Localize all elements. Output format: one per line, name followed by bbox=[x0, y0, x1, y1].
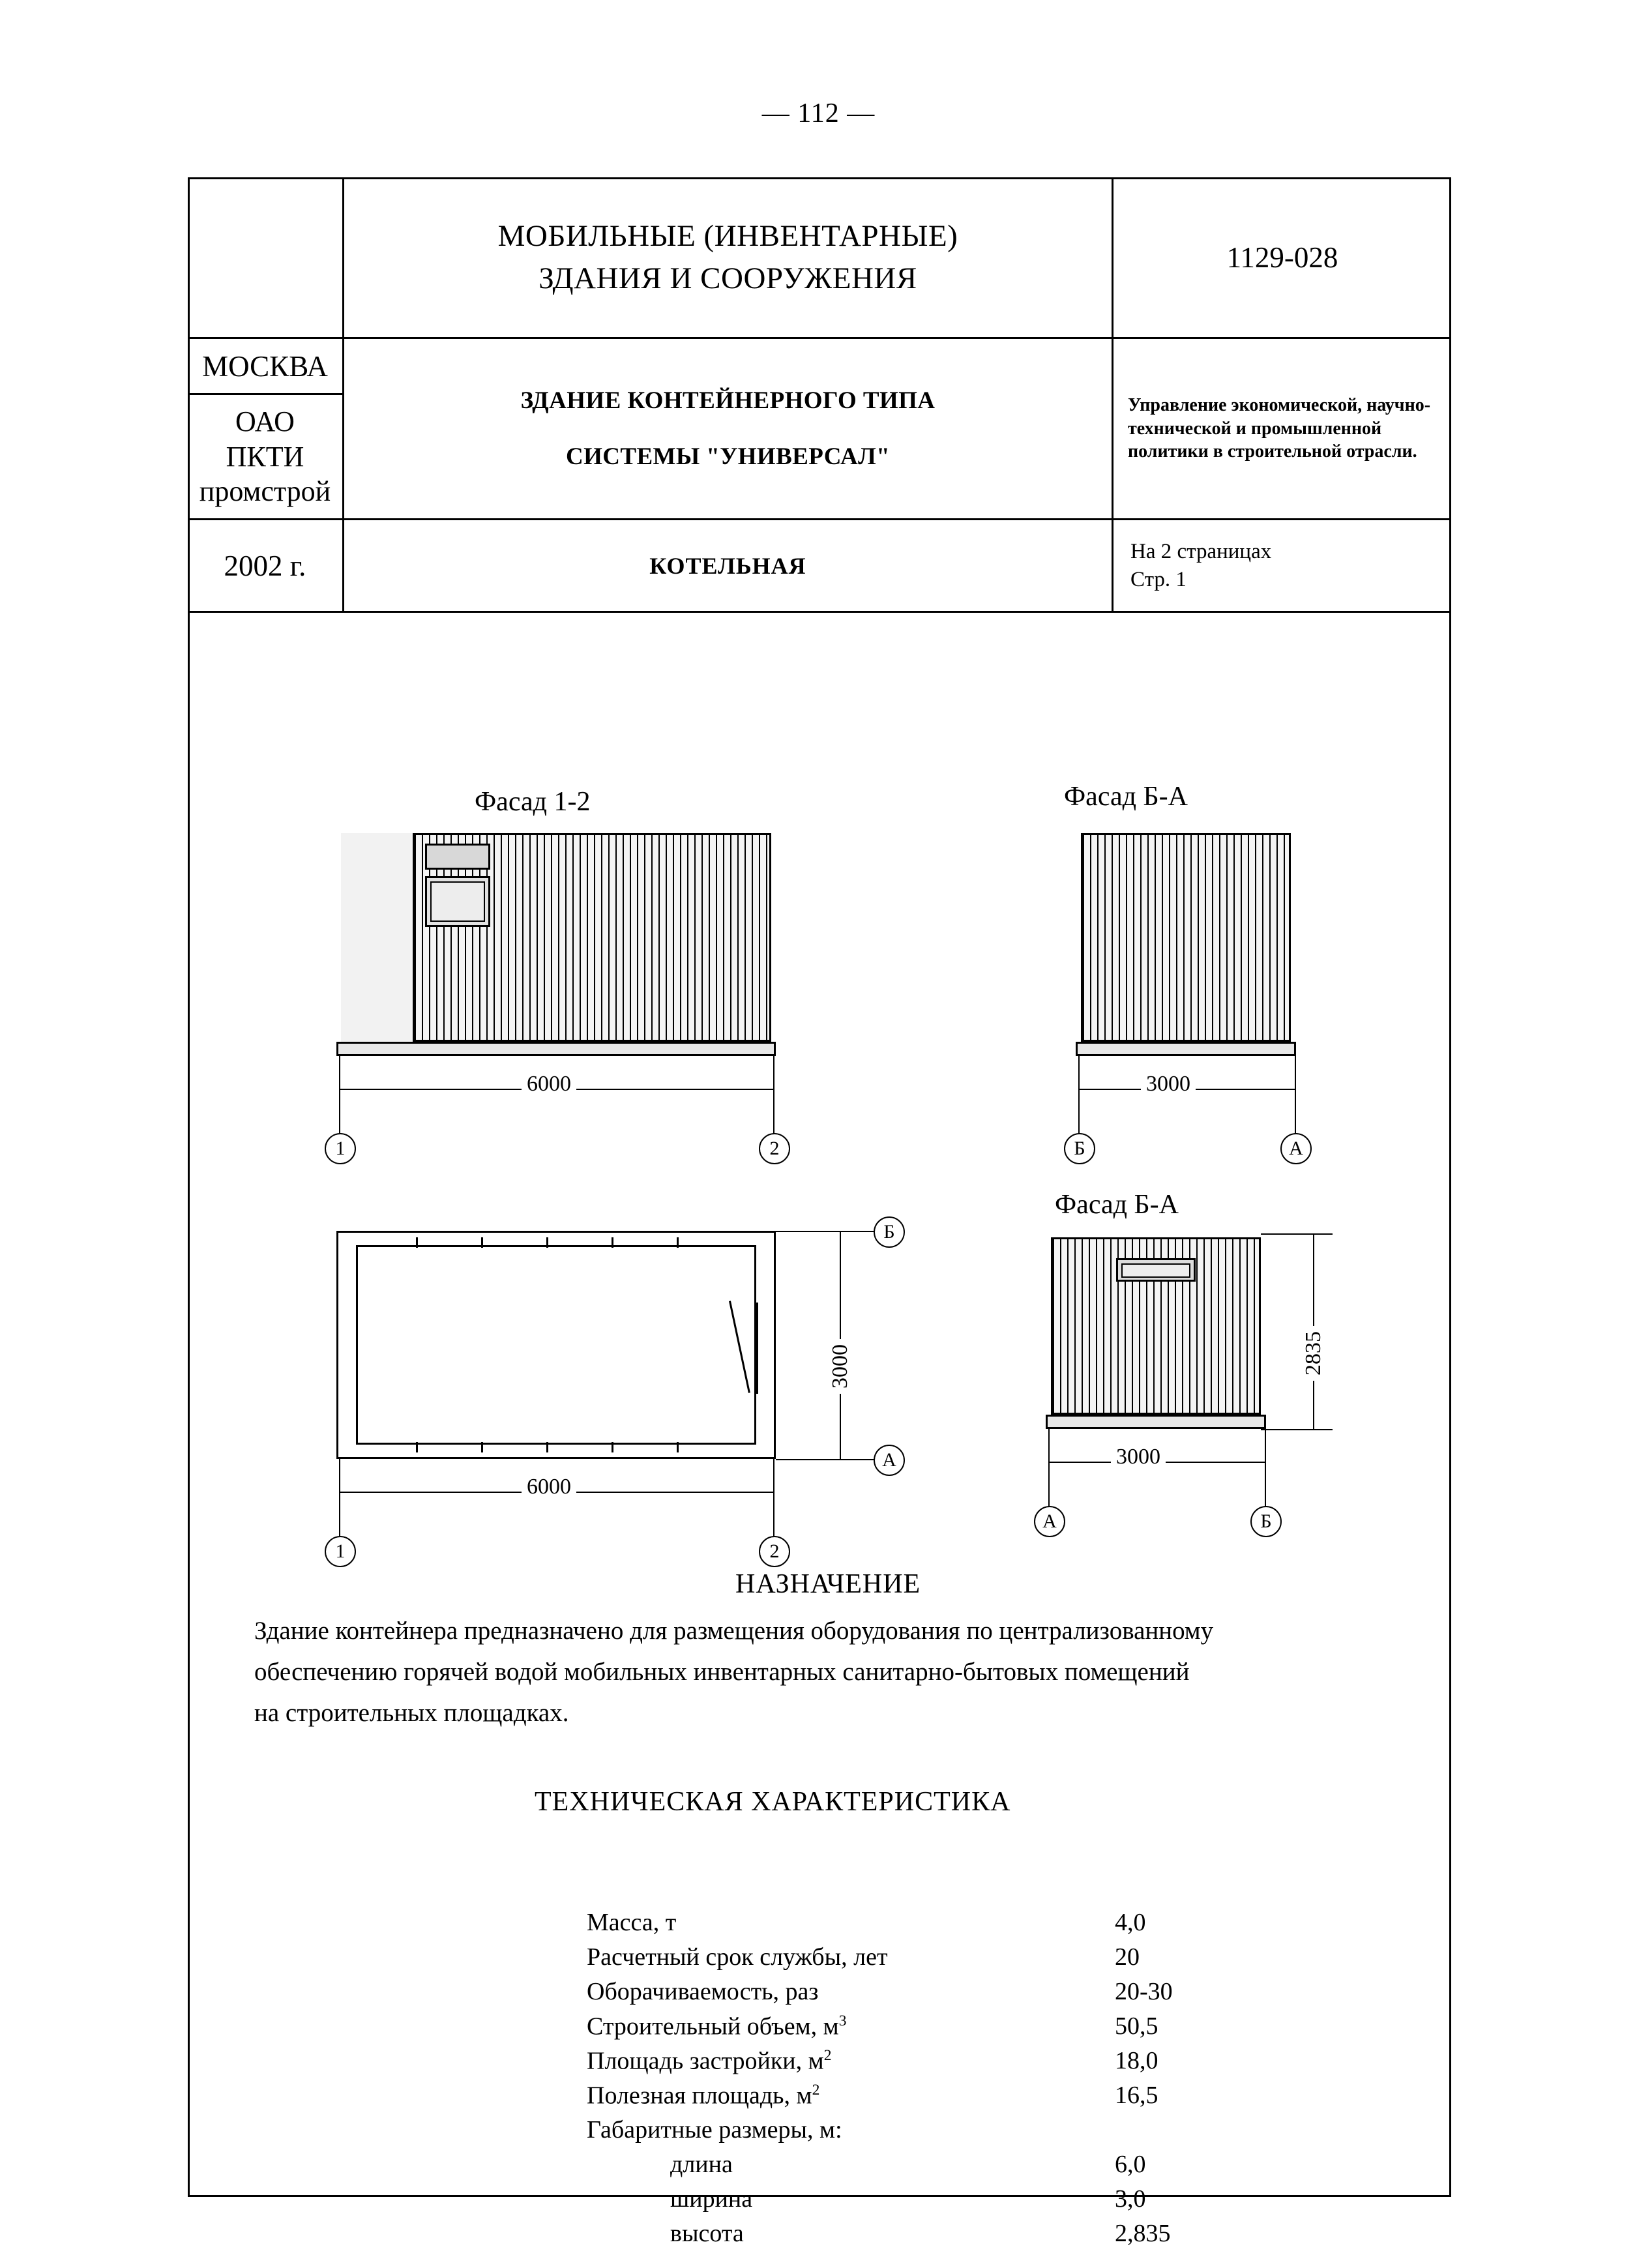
pages-line-1: На 2 страницах bbox=[1130, 539, 1272, 563]
title-block-main-title bbox=[344, 177, 1113, 339]
plan-panel-tick bbox=[416, 1237, 418, 1248]
facade-ba-bottom-dim-width-text: 3000 bbox=[1111, 1445, 1166, 1469]
facade-1-2-dim-text: 6000 bbox=[522, 1072, 576, 1097]
spec-value: 16,5 bbox=[1115, 2082, 1158, 2109]
spec-label bbox=[587, 2048, 831, 2074]
facade-ba-top-axis-left: Б bbox=[1064, 1133, 1095, 1164]
facade-ba-bottom-axis-left: А bbox=[1034, 1506, 1065, 1537]
spec-value: 4,0 bbox=[1115, 1909, 1146, 1936]
spec-value: 20-30 bbox=[1115, 1978, 1173, 2005]
spec-label: Габаритные размеры, м: bbox=[587, 2116, 842, 2143]
title-block-department: Управление экономической, научно-технической и промышленной политики в строительной отрасли. bbox=[1113, 339, 1451, 520]
plan-ext-line-left bbox=[339, 1459, 340, 1537]
facade-ba-bottom-door-inner bbox=[1121, 1263, 1190, 1278]
specs-heading: ТЕХНИЧЕСКАЯ ХАРАКТЕРИСТИКА bbox=[535, 1787, 1011, 1817]
spec-label: высота bbox=[670, 2220, 744, 2247]
spec-label-superscript: 2 bbox=[812, 2082, 820, 2099]
purpose-text bbox=[254, 1610, 1434, 1734]
plan-inner-wall bbox=[356, 1245, 756, 1445]
facade-1-2-end-panel bbox=[341, 833, 415, 1042]
drawing-area bbox=[188, 716, 1451, 1563]
plan-dim-depth-text: 3000 bbox=[828, 1339, 853, 1394]
spec-value: 6,0 bbox=[1115, 2151, 1146, 2178]
spec-label-text: Строительный объем, м bbox=[587, 2012, 839, 2040]
plan-panel-tick bbox=[481, 1237, 483, 1248]
plan-panel-tick bbox=[481, 1442, 483, 1452]
subject-line-2: СИСТЕМЫ "УНИВЕРСАЛ" bbox=[565, 443, 891, 470]
plan-panel-tick bbox=[612, 1442, 613, 1452]
facade-ba-bottom-dim-height-text: 2835 bbox=[1301, 1326, 1326, 1381]
facade-1-2-axis-right: 2 bbox=[759, 1133, 790, 1164]
purpose-heading: НАЗНАЧЕНИЕ bbox=[735, 1569, 921, 1599]
facade-ba-top-ext-left bbox=[1078, 1056, 1080, 1134]
facade-1-2-louvre bbox=[425, 844, 490, 870]
spec-label: Оборачиваемость, раз bbox=[587, 1978, 819, 2005]
facade-1-2-plinth bbox=[336, 1042, 776, 1056]
facade-1-2-ext-line-left bbox=[339, 1056, 340, 1134]
plan-ext-line-right bbox=[773, 1459, 774, 1537]
spec-label bbox=[587, 2083, 819, 2108]
facade-ba-top-ext-right bbox=[1295, 1056, 1296, 1134]
spec-label: Расчетный срок службы, лет bbox=[587, 1943, 888, 1971]
plan-panel-tick bbox=[546, 1237, 548, 1248]
purpose-line-2: обеспечению горячей водой мобильных инвентарных санитарно-бытовых помещений bbox=[254, 1658, 1190, 1686]
title-block-code: 1129-028 bbox=[1113, 177, 1451, 339]
facade-ba-bottom-ext-bottom bbox=[1261, 1429, 1333, 1430]
plan-axis-bottom: А bbox=[874, 1445, 905, 1476]
title-block-kind: КОТЕЛЬНАЯ bbox=[344, 520, 1113, 613]
title-block-pages bbox=[1113, 520, 1451, 613]
spec-value: 18,0 bbox=[1115, 2047, 1158, 2074]
spec-value: 50,5 bbox=[1115, 2012, 1158, 2040]
title-block-year: 2002 г. bbox=[188, 520, 344, 613]
plan-panel-tick bbox=[677, 1442, 679, 1452]
plan-dim-ext-bottom bbox=[776, 1459, 874, 1460]
facade-ba-top-body bbox=[1081, 833, 1291, 1042]
facade-ba-top-dim-text: 3000 bbox=[1141, 1072, 1196, 1097]
pages-line-2: Стр. 1 bbox=[1130, 567, 1187, 591]
facade-1-2-axis-left: 1 bbox=[325, 1133, 356, 1164]
facade-ba-top-axis-right: А bbox=[1280, 1133, 1312, 1164]
facade-ba-top-caption: Фасад Б-А bbox=[1064, 782, 1188, 812]
plan-door-leaf bbox=[756, 1303, 758, 1394]
page-number: — 112 — bbox=[761, 98, 876, 128]
subject-line-1: ЗДАНИЕ КОНТЕЙНЕРНОГО ТИПА bbox=[520, 387, 936, 415]
spec-label-superscript: 3 bbox=[838, 2012, 847, 2029]
plan-axis-left: 1 bbox=[325, 1536, 356, 1567]
spec-label: ширина bbox=[670, 2185, 753, 2213]
spec-value: 20 bbox=[1115, 1943, 1140, 1971]
facade-ba-bottom-ext-top bbox=[1261, 1233, 1333, 1235]
facade-ba-bottom-ext-right bbox=[1265, 1429, 1266, 1507]
organization-line-3: промстрой bbox=[199, 475, 331, 508]
spec-value: 3,0 bbox=[1115, 2185, 1146, 2213]
title-block-organization bbox=[188, 395, 344, 520]
facade-1-2-window-inner bbox=[430, 881, 485, 922]
facade-1-2-caption: Фасад 1-2 bbox=[475, 787, 591, 817]
spec-label-superscript: 2 bbox=[823, 2047, 832, 2064]
title-block bbox=[188, 177, 1451, 716]
purpose-line-1: Здание контейнера предназначено для размещения оборудования по централизованному bbox=[254, 1617, 1214, 1645]
spec-label-text: Полезная площадь, м bbox=[587, 2082, 812, 2110]
facade-1-2-ext-line-right bbox=[773, 1056, 774, 1134]
plan-panel-tick bbox=[677, 1237, 679, 1248]
spec-label: длина bbox=[670, 2151, 733, 2178]
plan-axis-right: 2 bbox=[759, 1536, 790, 1567]
plan-panel-tick bbox=[612, 1237, 613, 1248]
plan-axis-top: Б bbox=[874, 1216, 905, 1248]
main-title-line-1: МОБИЛЬНЫЕ (ИНВЕНТАРНЫЕ) bbox=[497, 218, 958, 253]
plan-dim-width-text: 6000 bbox=[522, 1475, 576, 1499]
facade-ba-bottom-axis-right: Б bbox=[1250, 1506, 1282, 1537]
title-block-subject bbox=[344, 339, 1113, 520]
spec-label: Масса, т bbox=[587, 1909, 677, 1936]
title-block-blank-cell bbox=[188, 177, 344, 339]
spec-label-text: Площадь застройки, м bbox=[587, 2047, 824, 2075]
plan-dim-ext-top bbox=[776, 1231, 874, 1232]
purpose-line-3: на строительных площадках. bbox=[254, 1699, 569, 1728]
plan-panel-tick bbox=[546, 1442, 548, 1452]
plan-panel-tick bbox=[416, 1442, 418, 1452]
spec-label bbox=[587, 2014, 847, 2039]
facade-ba-top-plinth bbox=[1076, 1042, 1296, 1056]
main-title-line-2: ЗДАНИЯ И СООРУЖЕНИЯ bbox=[538, 261, 917, 295]
spec-value: 2,835 bbox=[1115, 2220, 1171, 2247]
title-block-city: МОСКВА bbox=[188, 339, 344, 395]
facade-ba-bottom-plinth bbox=[1046, 1415, 1266, 1429]
facade-ba-bottom-caption: Фасад Б-А bbox=[1055, 1190, 1179, 1220]
facade-ba-bottom-ext-left bbox=[1048, 1429, 1050, 1507]
organization-line-1: ОАО bbox=[235, 405, 295, 437]
organization-line-2: ПКТИ bbox=[226, 440, 304, 473]
